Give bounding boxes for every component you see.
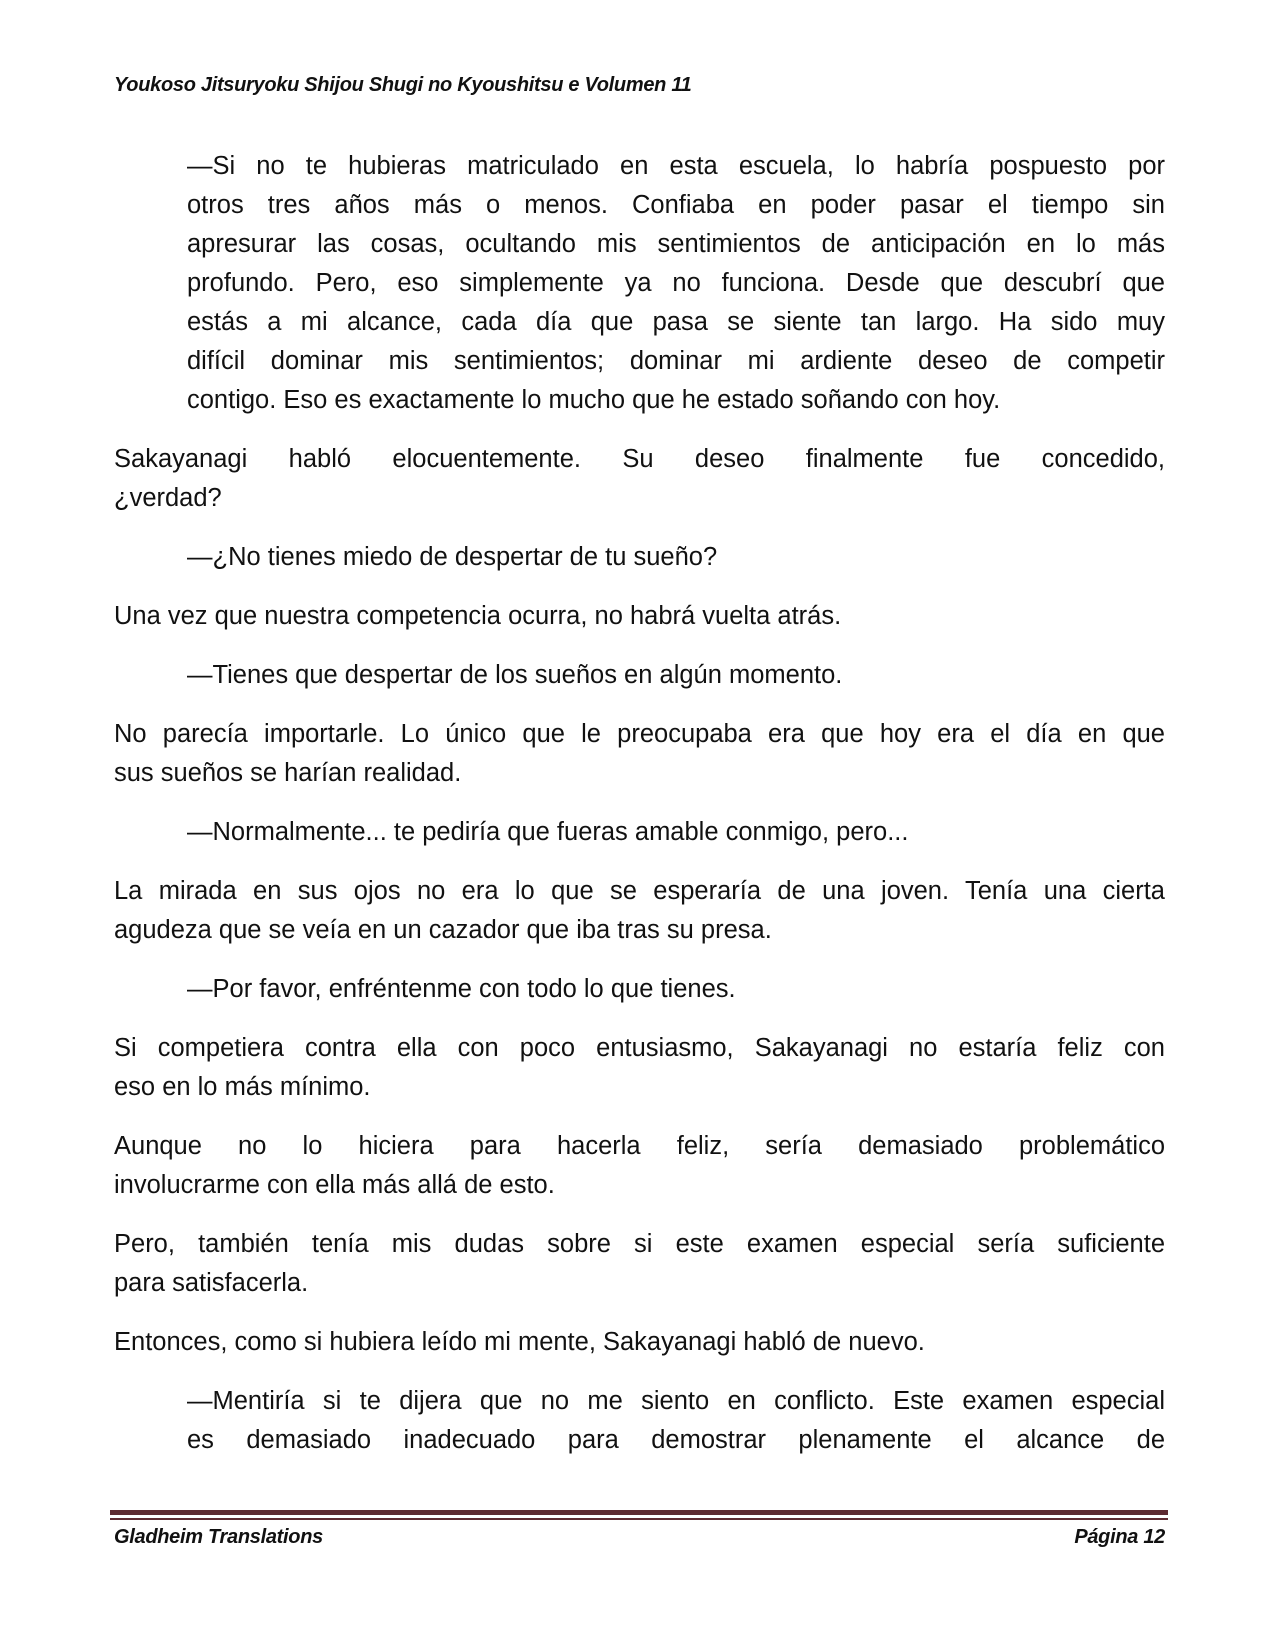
text-line: —Normalmente... te pediría que fueras amable conmigo, pero...: [187, 818, 909, 846]
paragraph: [114, 1029, 1165, 1107]
text-line: para satisfacerla.: [114, 1269, 309, 1297]
text-line: —Mentiría si te dijera que no me siento en conflicto. Este examen especial: [187, 1387, 1165, 1415]
paragraph: [114, 1127, 1165, 1205]
footer-translator: Gladheim Translations: [114, 1526, 323, 1548]
text-line: —Si no te hubieras matriculado en esta escuela, lo habría pospuesto por: [187, 152, 1165, 180]
text-line: involucrarme con ella más allá de esto.: [114, 1171, 555, 1199]
page-number: Página 12: [1074, 1526, 1165, 1548]
text-line: Aunque no lo hiciera para hacerla feliz, sería demasiado problemático: [114, 1132, 1165, 1160]
dialogue-paragraph: [114, 538, 1165, 577]
text-line: —Tienes que despertar de los sueños en algún momento.: [187, 661, 843, 689]
text-line: —Por favor, enfréntenme con todo lo que tienes.: [187, 975, 736, 1003]
text-line: La mirada en sus ojos no era lo que se esperaría de una joven. Tenía una cierta: [114, 877, 1165, 905]
text-line: apresurar las cosas, ocultando mis sentimientos de anticipación en lo más: [187, 230, 1165, 258]
text-line: otros tres años más o menos. Confiaba en poder pasar el tiempo sin: [187, 191, 1165, 219]
footer-rule-thin: [110, 1518, 1168, 1520]
text-line: Entonces, como si hubiera leído mi mente, Sakayanagi habló de nuevo.: [114, 1328, 925, 1356]
text-line: eso en lo más mínimo.: [114, 1073, 371, 1101]
text-line: No parecía importarle. Lo único que le preocupaba era que hoy era el día en que: [114, 720, 1165, 748]
text-line: sus sueños se harían realidad.: [114, 759, 462, 787]
text-line: difícil dominar mis sentimientos; dominar mi ardiente deseo de competir: [187, 347, 1165, 375]
footer-rule: [110, 1510, 1168, 1515]
dialogue-paragraph: [114, 147, 1165, 420]
text-line: Si competiera contra ella con poco entusiasmo, Sakayanagi no estaría feliz con: [114, 1034, 1165, 1062]
paragraph: [114, 1225, 1165, 1303]
dialogue-paragraph: [114, 1382, 1165, 1460]
text-line: Sakayanagi habló elocuentemente. Su deseo finalmente fue concedido,: [114, 445, 1165, 473]
dialogue-paragraph: [114, 656, 1165, 695]
text-line: contigo. Eso es exactamente lo mucho que he estado soñando con hoy.: [187, 386, 1001, 414]
paragraph: [114, 715, 1165, 793]
text-line: profundo. Pero, eso simplemente ya no funciona. Desde que descubrí que: [187, 269, 1165, 297]
text-line: estás a mi alcance, cada día que pasa se siente tan largo. Ha sido muy: [187, 308, 1165, 336]
text-line: ¿verdad?: [114, 484, 222, 512]
text-line: agudeza que se veía en un cazador que iba tras su presa.: [114, 916, 772, 944]
running-header: Youkoso Jitsuryoku Shijou Shugi no Kyoushitsu e Volumen 11: [114, 74, 692, 96]
paragraph: [114, 1323, 1165, 1362]
body-text: [114, 147, 1165, 1480]
paragraph: [114, 597, 1165, 636]
dialogue-paragraph: [114, 813, 1165, 852]
paragraph: [114, 872, 1165, 950]
text-line: Una vez que nuestra competencia ocurra, no habrá vuelta atrás.: [114, 602, 842, 630]
text-line: Pero, también tenía mis dudas sobre si este examen especial sería suficiente: [114, 1230, 1165, 1258]
text-line: —¿No tienes miedo de despertar de tu sueño?: [187, 543, 718, 571]
text-line: es demasiado inadecuado para demostrar plenamente el alcance de: [187, 1426, 1165, 1454]
dialogue-paragraph: [114, 970, 1165, 1009]
paragraph: [114, 440, 1165, 518]
